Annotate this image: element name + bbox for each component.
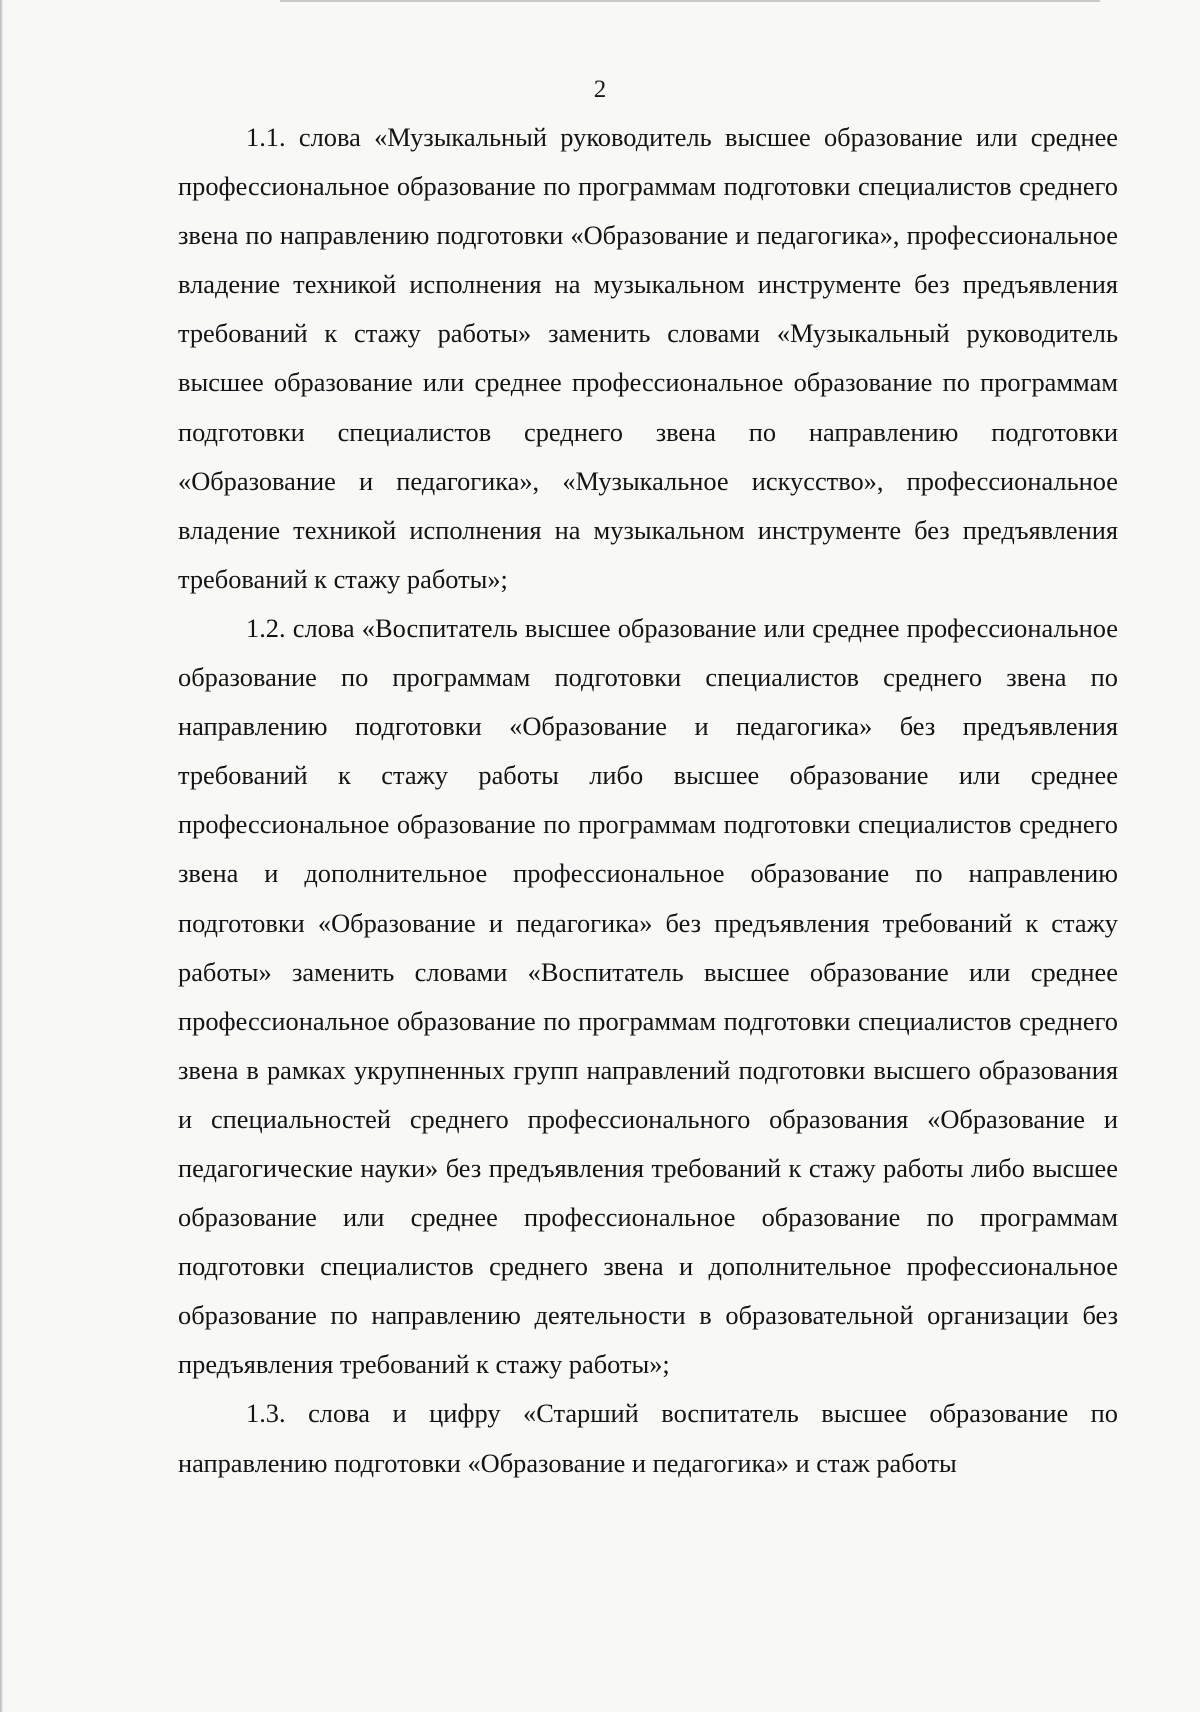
document-body xyxy=(178,113,1118,1488)
paragraph-1-1: 1.1. слова «Музыкальный руководитель высшее образование или среднее профессиональное образование по программам подготовки специалистов среднего звена по направлению подготовки «Образование и педагогика», профессиональное владение техникой исполнения на музыкальном инструменте без предъявления требований к стажу работы» заменить словами «Музыкальный руководитель высшее образование или среднее профессиональное образование по программам подготовки специалистов среднего звена по направлению подготовки «Образование и педагогика», «Музыкальное искусство», профессиональное владение техникой исполнения на музыкальном инструменте без предъявления требований к стажу работы»; xyxy=(178,122,1118,594)
paragraph-1-3: 1.3. слова и цифру «Старший воспитатель высшее образование по направлению подготовки «Образование и педагогика» и стаж работы xyxy=(178,1398,1118,1478)
paragraph-1-2: 1.2. слова «Воспитатель высшее образование или среднее профессиональное образование по программам подготовки специалистов среднего звена по направлению подготовки «Образование и педагогика» без предъявления требований к стажу работы либо высшее образование или среднее профессиональное образование по программам подготовки специалистов среднего звена и дополнительное профессиональное образование по направлению подготовки «Образование и педагогика» без предъявления требований к стажу работы» заменить словами «Воспитатель высшее образование или среднее профессиональное образование по программам подготовки специалистов среднего звена в рамках укрупненных групп направлений подготовки высшего образования и специальностей среднего профессионального образования «Образование и педагогические науки» без предъявления требований к стажу работы либо высшее образование или среднее профессиональное образование по программам подготовки специалистов среднего звена и дополнительное профессиональное образование по направлению деятельности в образовательной организации без предъявления требований к стажу работы»; xyxy=(178,612,1118,1380)
page-number: 2 xyxy=(593,76,607,103)
scan-edge-left xyxy=(0,0,3,1712)
scan-edge-top xyxy=(280,0,1100,2)
